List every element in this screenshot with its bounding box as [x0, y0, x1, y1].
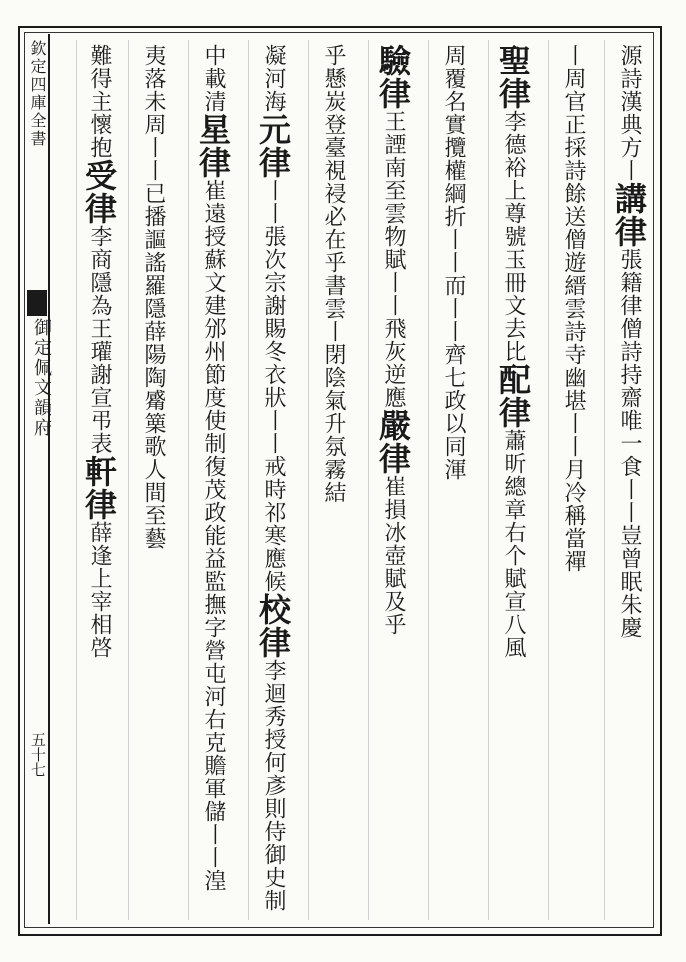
- text-column-7: 凝河海元律丨丨張次宗謝賜冬衣狀丨丨戒時祁寒應候校律李迴秀授何彥則侍御史制: [254, 44, 292, 912]
- column-rule: [76, 40, 77, 920]
- text-column-4: 周覆名實攬權綱折丨丨而丨丨齊七政以同渾: [441, 44, 466, 481]
- column-rule: [248, 40, 249, 920]
- column-rule: [188, 40, 189, 920]
- column-rule: [308, 40, 309, 920]
- column-rule: [128, 40, 129, 920]
- margin-book-name: 御定佩文韻府: [31, 318, 52, 438]
- column-rule: [368, 40, 369, 920]
- text-column-9: 夷落未周丨丨已播謳謠羅隱薛陽陶觱篥歌人間至藝: [141, 44, 166, 550]
- text-column-10: 難得主懷抱受律李商隱為王瓘謝宣弔表軒律薛逢上宰相啓: [80, 44, 118, 659]
- column-rule: [604, 40, 605, 920]
- fish-tail-mark: [27, 290, 47, 316]
- text-column-5: 驗律王諲南至雲物賦丨丨飛灰逆應嚴律崔損冰壺賦及乎: [374, 44, 412, 636]
- column-rule: [428, 40, 429, 920]
- text-column-2: 丨周官正採詩餘送僧遊縉雲詩寺幽堪丨丨月冷稱當禪: [561, 44, 586, 573]
- text-column-6: 乎懸炭登臺視祲必在乎書雲丨閉陰氣升氛霧結: [321, 44, 346, 504]
- column-rule: [548, 40, 549, 920]
- margin-series-title: 欽定四庫全書: [28, 40, 47, 148]
- text-column-1: 源詩漢典方丨講律張籍律僧詩持齋唯一食丨丨豈曾眠朱慶: [610, 44, 648, 639]
- column-rule: [488, 40, 489, 920]
- text-column-3: 聖律李德裕上尊號玉冊文去比配律蕭昕總章右个賦宣八風: [494, 44, 532, 659]
- text-column-8: 中載清星律崔遠授蘇文建邠州節度使制復茂政能益監撫字營屯河右克贍軍儲丨丨湟: [194, 44, 232, 892]
- page-number: 五十七: [29, 732, 47, 777]
- center-margin-strip: [26, 34, 50, 924]
